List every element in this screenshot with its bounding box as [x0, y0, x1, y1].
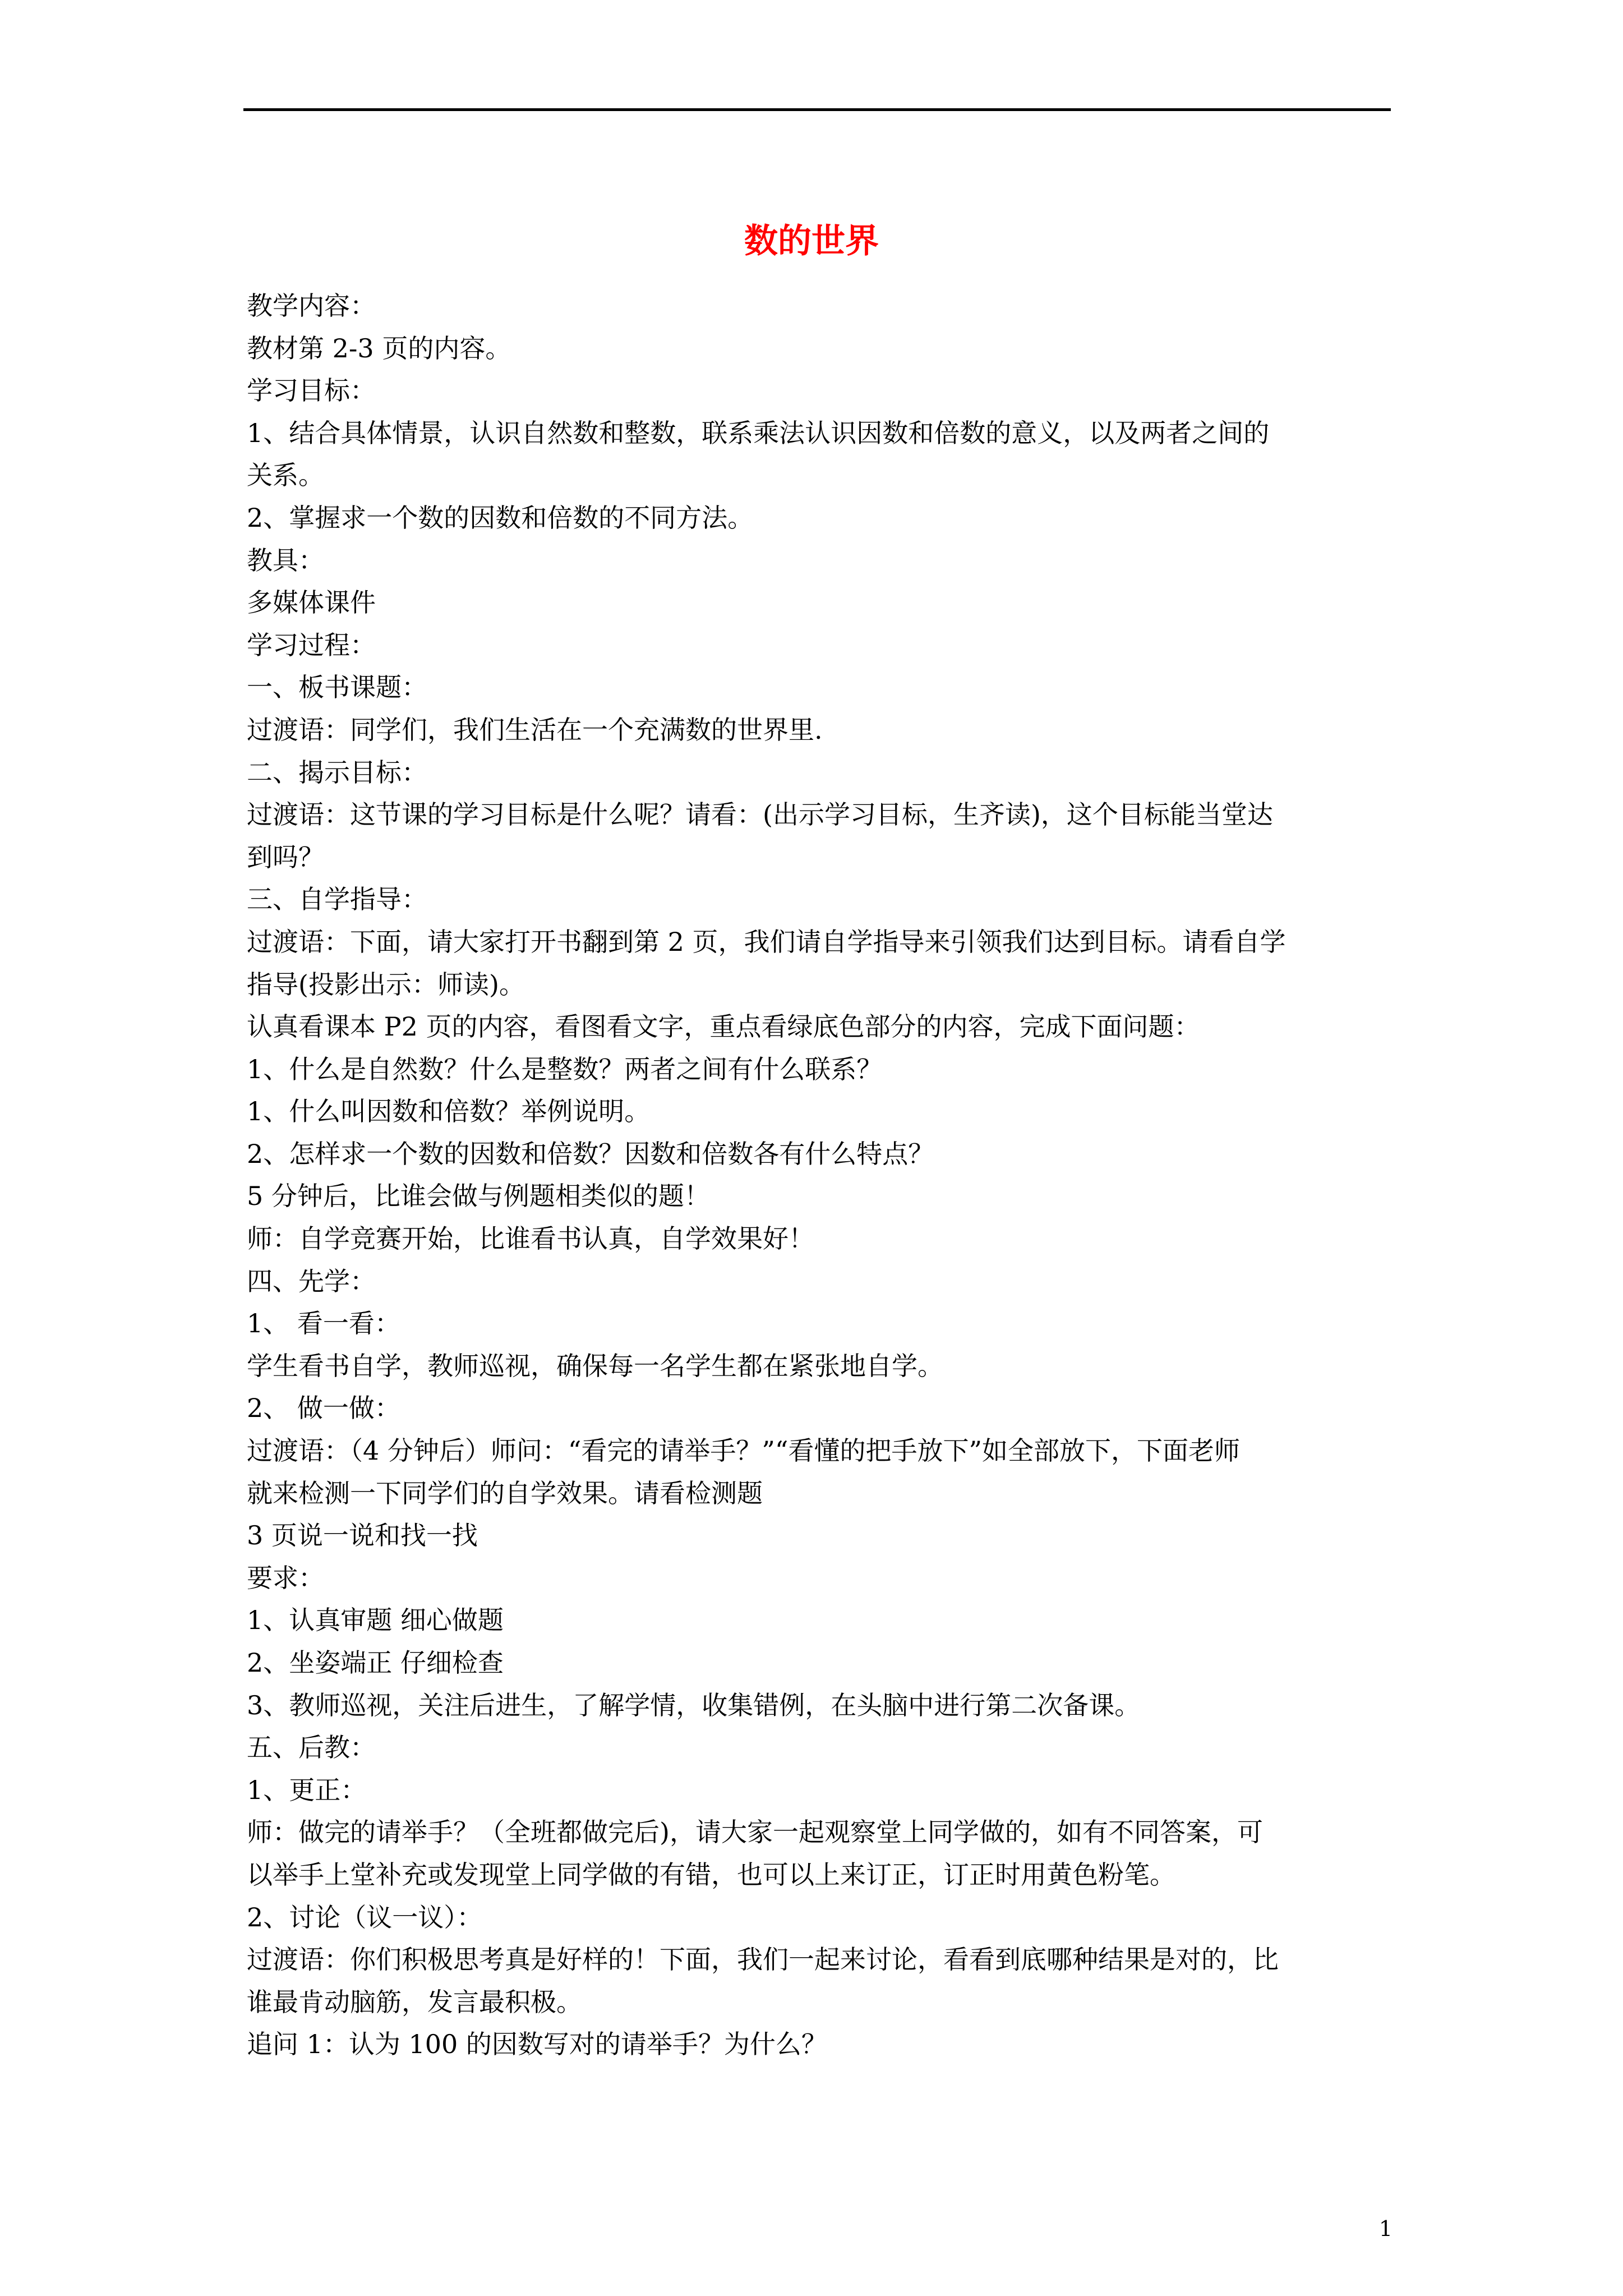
text-line: 到吗？ [247, 841, 324, 872]
text-line: 学习目标： [247, 375, 376, 406]
header-rule [243, 108, 1391, 111]
text-line: 2、怎样求一个数的因数和倍数？因数和倍数各有什么特点？ [247, 1138, 934, 1169]
text-line: 2、掌握求一个数的因数和倍数的不同方法。 [247, 502, 754, 533]
text-line: 过渡语：下面，请大家打开书翻到第 2 页，我们请自学指导来引领我们达到目标。请看自学 [247, 926, 1286, 957]
text-line: 就来检测一下同学们的自学效果。请看检测题 [247, 1478, 763, 1508]
text-line: 1、结合具体情景，认识自然数和整数，联系乘法认识因数和倍数的意义，以及两者之间的 [247, 417, 1270, 448]
text-line: 1、认真审题 细心做题 [247, 1605, 504, 1636]
text-line: 三、自学指导： [247, 884, 427, 915]
text-line: 3、教师巡视，关注后进生，了解学情，收集错例，在头脑中进行第二次备课。 [247, 1690, 1141, 1720]
text-line: 一、板书课题： [247, 672, 427, 703]
text-line: 1、什么叫因数和倍数？举例说明。 [247, 1096, 651, 1127]
text-line: 四、先学： [247, 1266, 376, 1296]
text-line: 追问 1：认为 100 的因数写对的请举手？为什么？ [247, 2029, 827, 2060]
text-line: 关系。 [247, 460, 324, 491]
text-line: 教具： [247, 545, 324, 576]
document-body [247, 285, 1391, 2066]
text-line: 二、揭示目标： [247, 757, 427, 788]
text-line: 认真看课本 P2 页的内容，看图看文字，重点看绿底色部分的内容，完成下面问题： [247, 1011, 1200, 1042]
document-title: 数的世界 [744, 222, 879, 261]
text-line: 教材第 2-3 页的内容。 [247, 333, 511, 364]
text-line: 1、更正： [247, 1774, 367, 1805]
text-line: 过渡语：（4 分钟后）师问：“看完的请举手？”“看懂的把手放下”如全部放下，下面老师 [247, 1435, 1240, 1466]
text-line: 2、讨论（议一议）： [247, 1902, 483, 1932]
text-line: 学习过程： [247, 629, 376, 660]
text-line: 过渡语：你们积极思考真是好样的！下面，我们一起来讨论，看看到底哪种结果是对的，比 [247, 1944, 1279, 1975]
text-line: 1、什么是自然数？什么是整数？两者之间有什么联系？ [247, 1053, 883, 1084]
page-number: 1 [1378, 2216, 1393, 2241]
text-line: 教学内容： [247, 291, 376, 321]
text-line: 1、 看一看： [247, 1308, 400, 1339]
text-line: 五、后教： [247, 1732, 376, 1763]
text-line: 以举手上堂补充或发现堂上同学做的有错，也可以上来订正，订正时用黄色粉笔。 [247, 1859, 1175, 1890]
text-line: 多媒体课件 [247, 587, 376, 618]
text-line: 师：做完的请举手？（全班都做完后)，请大家一起观察堂上同学做的，如有不同答案，可 [247, 1817, 1263, 1848]
text-line: 学生看书自学，教师巡视，确保每一名学生都在紧张地自学。 [247, 1350, 943, 1381]
text-line: 指导(投影出示：师读)。 [247, 969, 525, 1000]
text-line: 过渡语：这节课的学习目标是什么呢？请看：(出示学习目标，生齐读)，这个目标能当堂达 [247, 799, 1273, 830]
text-line: 5 分钟后，比谁会做与例题相类似的题！ [247, 1181, 710, 1212]
text-line: 过渡语：同学们，我们生活在一个充满数的世界里. [247, 714, 823, 745]
text-line: 2、 做一做： [247, 1393, 400, 1424]
text-line: 谁最肯动脑筋，发言最积极。 [247, 1986, 582, 2017]
text-line: 3 页说一说和找一找 [247, 1520, 478, 1551]
text-line: 要求： [247, 1562, 324, 1593]
text-line: 师：自学竞赛开始，比谁看书认真，自学效果好！ [247, 1223, 814, 1254]
text-line: 2、坐姿端正 仔细检查 [247, 1648, 504, 1678]
